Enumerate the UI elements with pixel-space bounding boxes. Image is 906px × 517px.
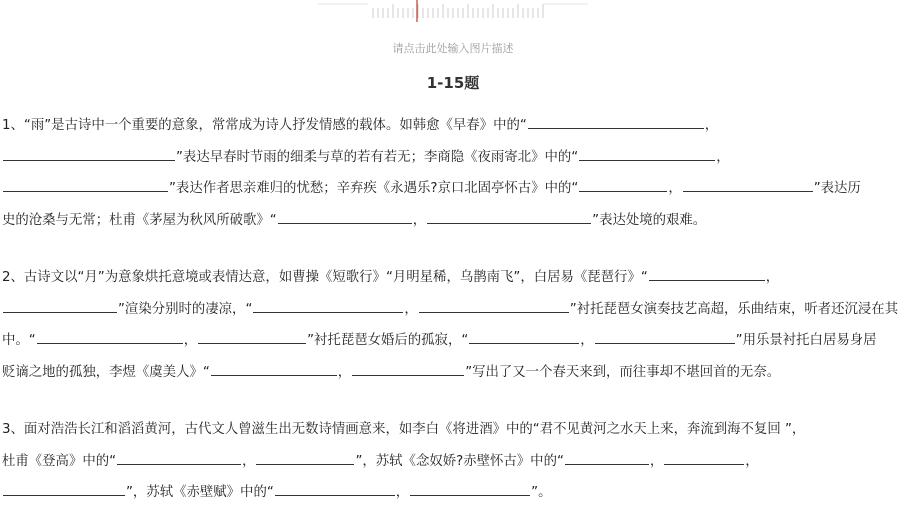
- answer-blank[interactable]: [3, 174, 168, 192]
- answer-blank[interactable]: [664, 447, 744, 465]
- question-line: [2, 262, 904, 294]
- answer-blank[interactable]: [117, 447, 241, 465]
- question-text: ”表达处境的艰难。: [592, 212, 707, 228]
- question-text: 中。“: [2, 333, 36, 348]
- question-text: ，: [337, 364, 352, 380]
- answer-blank[interactable]: [37, 326, 183, 344]
- question-text: 杜甫《登高》中的“: [2, 453, 117, 469]
- question-text: 2、古诗文以“月”为意象烘托意境或表情达意，如曹操《短歌行》“月明星稀，乌鹊南飞”，白居易《琵琶行》“: [2, 270, 648, 285]
- answer-blank[interactable]: [3, 478, 125, 496]
- question-text: ”表达作者思亲难归的忧愁；辛弃疾《永遇乐?京口北固亭怀古》中的“: [169, 181, 579, 196]
- question-text: ，: [668, 181, 682, 196]
- answer-blank[interactable]: [579, 174, 667, 192]
- answer-blank[interactable]: [256, 447, 354, 465]
- question-text: 1、“雨”是古诗中一个重要的意象，常常成为诗人抒发情感的载体。如韩愈《早春》中的“: [2, 118, 527, 133]
- question-line: [2, 142, 904, 174]
- answer-blank[interactable]: [579, 143, 715, 161]
- question-text: 贬谪之地的孤独，李煜《虞美人》“: [2, 364, 210, 380]
- question-text: 史的沧桑与无常；杜甫《茅屋为秋风所破歌》“: [2, 212, 277, 228]
- question-text: ，: [183, 333, 198, 348]
- answer-blank[interactable]: [469, 326, 579, 344]
- answer-blank[interactable]: [352, 358, 464, 376]
- answer-blank[interactable]: [419, 295, 569, 313]
- question-line: [2, 325, 904, 357]
- question-line: [2, 414, 904, 446]
- answer-blank[interactable]: [528, 111, 704, 129]
- question-text: ”表达历: [813, 181, 861, 196]
- answer-blank[interactable]: [427, 206, 591, 224]
- question-text: ”，苏轼《念奴娇?赤壁怀古》中的“: [355, 453, 564, 469]
- question-text: ”表达早春时节雨的细柔与草的若有若无；李商隐《夜雨寄北》中的“: [176, 149, 579, 165]
- answer-blank[interactable]: [595, 326, 735, 344]
- answer-blank[interactable]: [211, 358, 337, 376]
- question-line: [2, 173, 904, 205]
- question-line: [2, 357, 904, 389]
- answer-blank[interactable]: [198, 326, 306, 344]
- question-text: ”渲染分别时的凄凉，“: [118, 301, 253, 317]
- question-line: [2, 294, 904, 326]
- question-text: ”衬托琵琶女演奏技艺高超，乐曲结束，听者还沉浸在其: [569, 301, 899, 317]
- question-text: ”，苏轼《赤壁赋》中的“: [126, 485, 274, 500]
- image-caption[interactable]: 请点击此处输入图片描述: [392, 42, 514, 55]
- answer-blank[interactable]: [565, 447, 649, 465]
- question-text: ，: [649, 453, 664, 469]
- image-placeholder-ruler: [318, 0, 588, 22]
- question-text: ，: [745, 453, 759, 469]
- question-line: [2, 110, 904, 142]
- question-text: ”。: [531, 485, 552, 500]
- answer-blank[interactable]: [410, 478, 530, 496]
- answer-blank[interactable]: [253, 295, 403, 313]
- question-text: ”写出了又一个春天来到，而往事却不堪回首的无奈。: [465, 364, 781, 380]
- answer-blank[interactable]: [278, 206, 412, 224]
- question-1: [2, 110, 904, 236]
- question-text: ”衬托琵琶女婚后的孤寂，“: [307, 333, 469, 348]
- question-2: [2, 262, 904, 388]
- answer-blank[interactable]: [3, 295, 117, 313]
- question-text: ，: [395, 485, 410, 500]
- answer-blank[interactable]: [275, 478, 395, 496]
- question-text: ，: [704, 118, 719, 133]
- question-text: ，: [580, 333, 594, 348]
- question-line: [2, 477, 904, 509]
- question-text: ，: [242, 453, 256, 469]
- section-title: 1-15题: [426, 74, 480, 92]
- question-text: ”用乐景衬托白居易身居: [735, 333, 877, 348]
- answer-blank[interactable]: [683, 174, 813, 192]
- answer-blank[interactable]: [3, 143, 175, 161]
- question-text: 3、面对浩浩长江和滔滔黄河，古代文人曾滋生出无数诗情画意来，如李白《将进酒》中的“君不见黄河之水天上来，奔流到海不复回 ”，: [2, 422, 806, 437]
- answer-blank[interactable]: [649, 263, 765, 281]
- question-line: [2, 446, 904, 478]
- question-text: ，: [404, 301, 418, 317]
- question-text: ，: [412, 212, 427, 228]
- question-text: ，: [716, 149, 730, 165]
- question-line: [2, 205, 904, 237]
- question-text: ，: [765, 270, 780, 285]
- question-3: [2, 414, 904, 509]
